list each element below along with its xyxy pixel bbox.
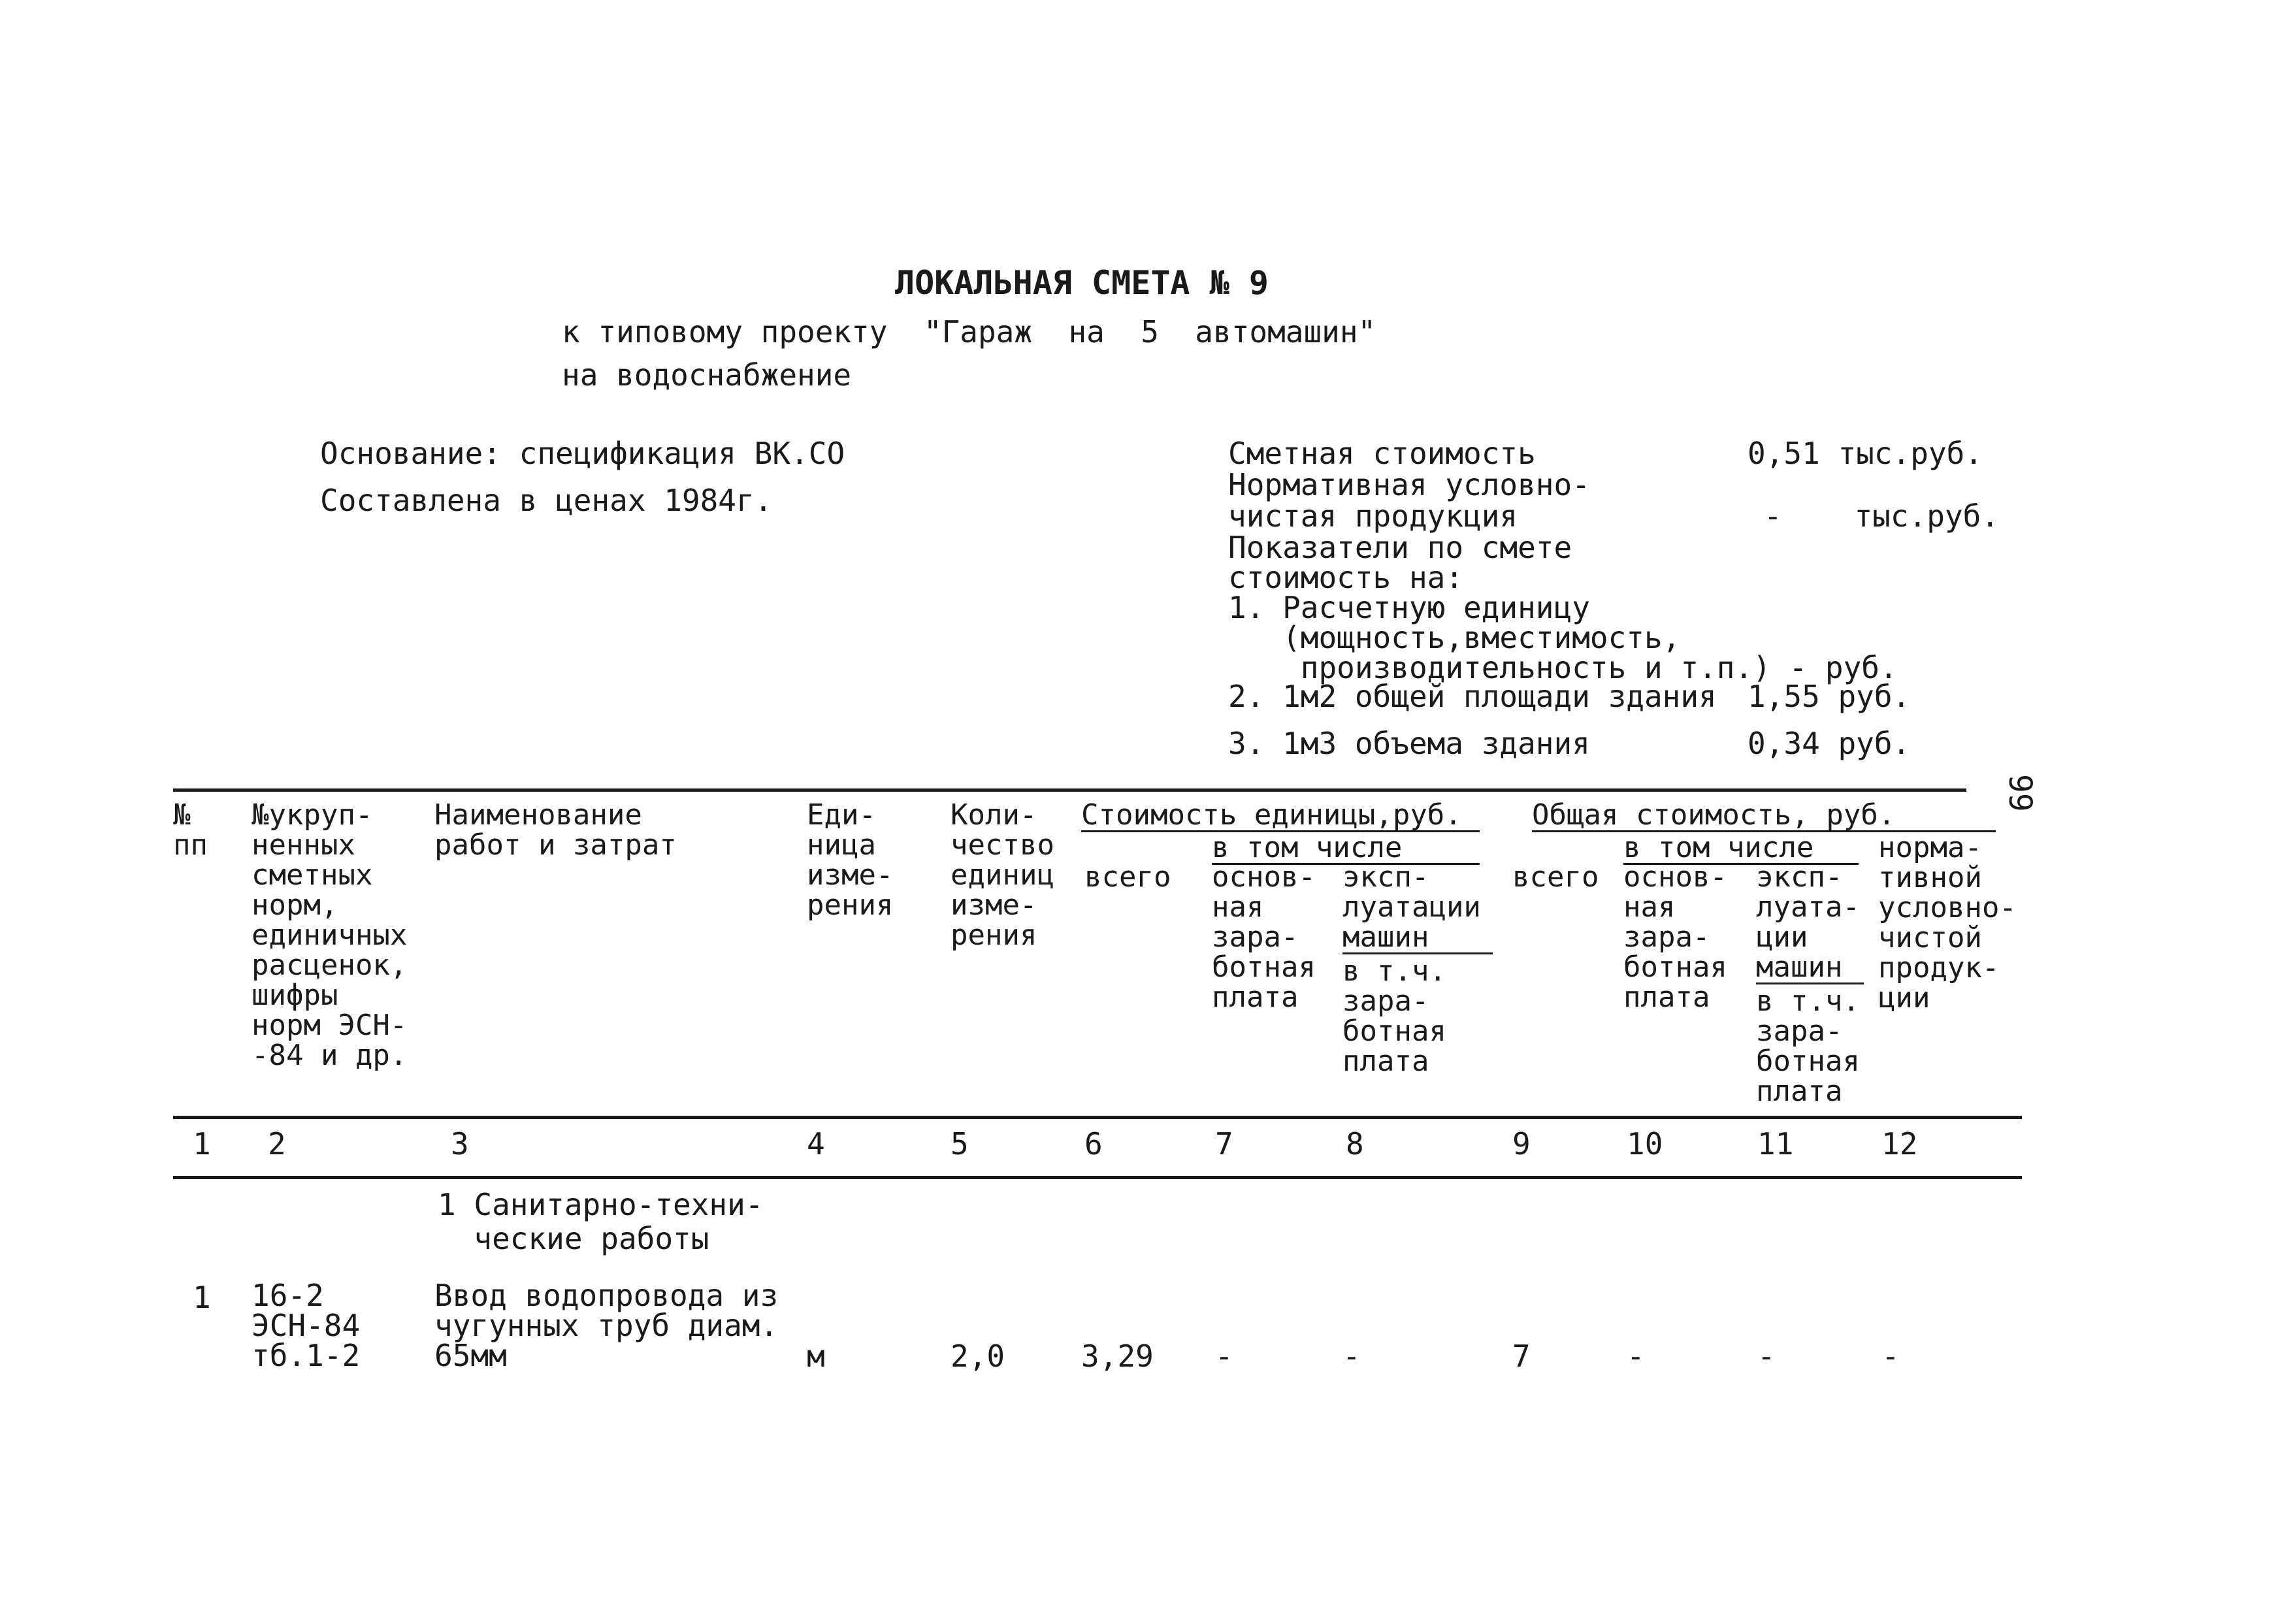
- row-total-salary: -: [1627, 1339, 1645, 1374]
- header-col-9: всего: [1512, 860, 1599, 894]
- indicator-3-value: 0,34 руб.: [1748, 726, 1911, 761]
- indicators-label-1: Показатели по смете: [1228, 530, 1572, 565]
- col-number-1: 1: [193, 1126, 211, 1161]
- header-col-11-bottom: в т.ч. зара- ботная плата: [1756, 984, 1860, 1108]
- col-number-11: 11: [1757, 1126, 1794, 1161]
- col-number-8: 8: [1346, 1126, 1364, 1161]
- col-number-2: 2: [268, 1126, 286, 1161]
- col-number-9: 9: [1512, 1126, 1531, 1161]
- col-number-3: 3: [451, 1126, 469, 1161]
- prices-text: Составлена в ценах 1984г.: [320, 483, 773, 518]
- header-in-that-number-unit: в том числе: [1212, 833, 1480, 865]
- col-number-12: 12: [1881, 1126, 1918, 1161]
- subtitle-section: на водоснабжение: [562, 357, 852, 393]
- header-col-1: № пп: [173, 798, 208, 862]
- col-number-6: 6: [1084, 1126, 1103, 1161]
- basis-text: Основание: спецификация ВК.СО: [320, 436, 845, 471]
- indicator-2-value: 1,55 руб.: [1748, 679, 1911, 714]
- norm-value: - тыс.руб.: [1764, 498, 2000, 534]
- row-total-machines: -: [1757, 1339, 1776, 1374]
- row-num: 1: [193, 1280, 211, 1315]
- indicator-1a: 1. Расчетную единицу: [1228, 590, 1590, 625]
- row-total: 7: [1512, 1339, 1531, 1374]
- header-col-2: №укруп- ненных сметных норм, единичных расценок, шифры норм ЭСН- -84 и др.: [252, 798, 408, 1072]
- header-col-3: Наименование работ и затрат: [434, 798, 677, 862]
- page-title: ЛОКАЛЬНАЯ СМЕТА № 9: [895, 264, 1269, 302]
- norm-label-1: Нормативная условно-: [1228, 467, 1590, 502]
- header-col-5: Коли- чество единиц изме- рения: [951, 798, 1054, 952]
- col-number-7: 7: [1215, 1126, 1233, 1161]
- col-numbers-bottom-rule: [173, 1176, 2022, 1179]
- header-col-8-top: эксп- луатации машин: [1342, 862, 1493, 954]
- header-col-6: всего: [1084, 860, 1171, 894]
- indicator-3-label: 3. 1м3 объема здания: [1228, 726, 1590, 761]
- header-col-10: основ- ная зара- ботная плата: [1623, 860, 1727, 1014]
- header-total-cost: Общая стоимость, руб.: [1532, 800, 1996, 832]
- page-number: 99: [2002, 774, 2038, 812]
- row-name: Ввод водопровода из чугунных труб диам. 65мм: [434, 1278, 779, 1373]
- col-number-4: 4: [807, 1126, 825, 1161]
- row-code: 16-2 ЭСН-84 тб.1-2: [252, 1278, 361, 1373]
- header-unit-cost: Стоимость единицы,руб.: [1081, 800, 1480, 832]
- table-top-rule: [173, 788, 1966, 792]
- row-qty: 2,0: [951, 1339, 1005, 1374]
- indicator-1b: (мощность,вместимость,: [1228, 620, 1681, 655]
- header-in-that-number-total: в том числе: [1623, 833, 1859, 865]
- norm-label-2: чистая продукция: [1228, 498, 1518, 534]
- row-normative: -: [1881, 1339, 1900, 1374]
- row-unit-machines: -: [1342, 1339, 1361, 1374]
- cost-value: 0,51 тыс.руб.: [1748, 436, 1983, 471]
- cost-label: Сметная стоимость: [1228, 436, 1536, 471]
- row-unit: м: [807, 1339, 825, 1374]
- col-number-5: 5: [951, 1126, 969, 1161]
- header-col-4: Еди- ница изме- рения: [807, 798, 894, 922]
- header-bottom-rule: [173, 1116, 2022, 1119]
- section-title: 1 Санитарно-техни- ческие работы: [438, 1187, 764, 1256]
- header-col-8-bottom: в т.ч. зара- ботная плата: [1342, 954, 1446, 1078]
- header-col-12: норма- тивной условно- чистой продук- ции: [1878, 831, 2017, 1015]
- indicators-label-2: стоимость на:: [1228, 560, 1464, 595]
- header-col-11-top: эксп- луата- ции машин: [1756, 862, 1864, 984]
- row-unit-salary: -: [1215, 1339, 1233, 1374]
- indicator-1c: производительность и т.п.) - руб.: [1228, 650, 1898, 685]
- row-unit-total: 3,29: [1081, 1339, 1154, 1374]
- indicator-2-label: 2. 1м2 общей площади здания: [1228, 679, 1717, 714]
- col-number-10: 10: [1627, 1126, 1663, 1161]
- header-col-7: основ- ная зара- ботная плата: [1212, 860, 1316, 1014]
- subtitle-project: к типовому проекту "Гараж на 5 автомашин": [562, 314, 1376, 349]
